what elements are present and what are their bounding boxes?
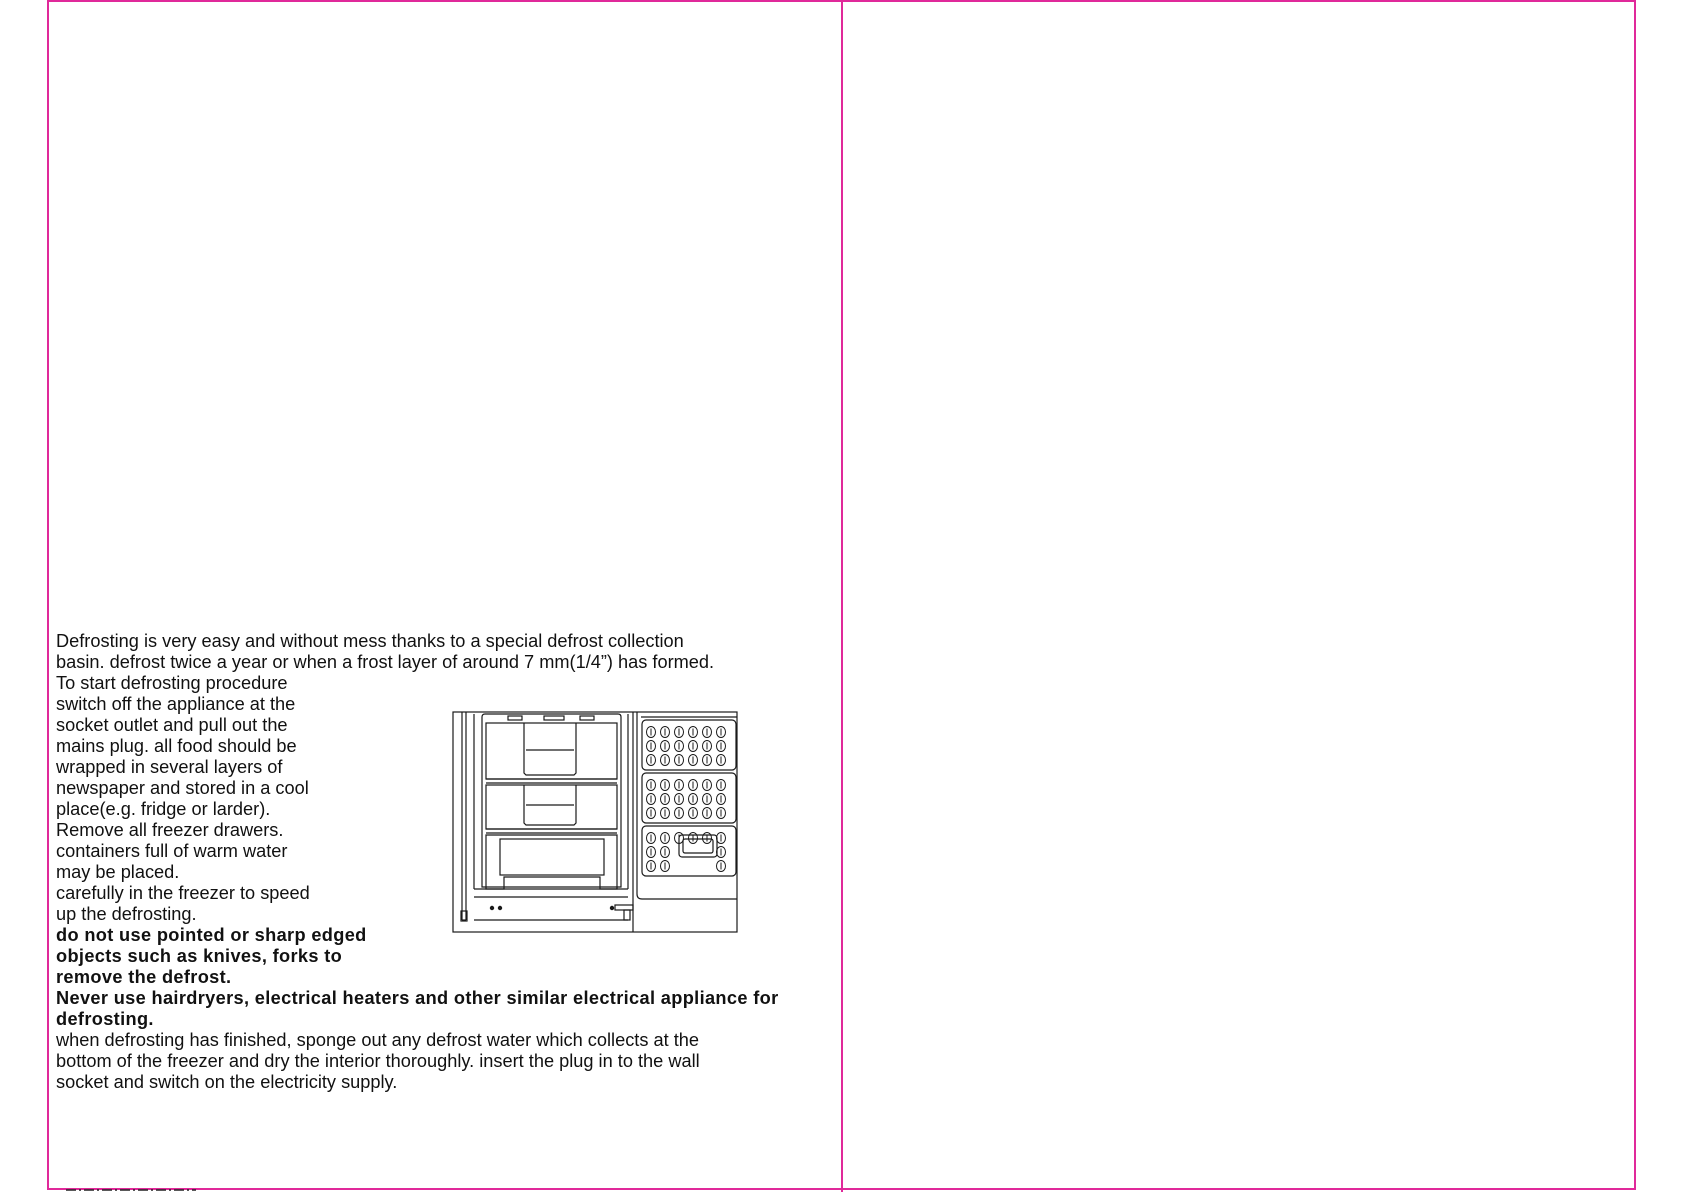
- intro-paragraph: [56, 631, 714, 673]
- finish-line: bottom of the freezer and dry the interior thoroughly. insert the plug in to the wall: [56, 1051, 700, 1071]
- procedure-line: newspaper and stored in a cool: [56, 778, 309, 798]
- freezer-open-door-icon: [452, 711, 739, 934]
- procedure-line: may be placed.: [56, 862, 180, 882]
- finish-line: when defrosting has finished, sponge out any defrost water which collects at the: [56, 1030, 700, 1050]
- warning-line: remove the defrost.: [56, 967, 232, 987]
- print-registration-marks: [66, 1188, 196, 1192]
- procedure-line: containers full of warm water: [56, 841, 288, 861]
- warning-line: objects such as knives, forks to: [56, 946, 343, 966]
- page-divider: [841, 0, 843, 1192]
- procedure-paragraph: [56, 673, 310, 925]
- procedure-line: carefully in the freezer to speed: [56, 883, 310, 903]
- finish-line: socket and switch on the electricity supply.: [56, 1072, 398, 1092]
- procedure-line: mains plug. all food should be: [56, 736, 297, 756]
- warning-line: Never use hairdryers, electrical heaters and other similar electrical appliance for: [56, 988, 779, 1008]
- procedure-line: place(e.g. fridge or larder).: [56, 799, 271, 819]
- warning-line: defrosting.: [56, 1009, 154, 1029]
- procedure-line: wrapped in several layers of: [56, 757, 283, 777]
- procedure-line: switch off the appliance at the: [56, 694, 296, 714]
- warning-heaters: [56, 988, 779, 1030]
- procedure-line: To start defrosting procedure: [56, 673, 288, 693]
- procedure-line: socket outlet and pull out the: [56, 715, 288, 735]
- warning-sharp-objects: [56, 925, 367, 988]
- intro-line: basin. defrost twice a year or when a frost layer of around 7 mm(1/4”) has formed.: [56, 652, 715, 672]
- procedure-line: Remove all freezer drawers.: [56, 820, 284, 840]
- finish-paragraph: [56, 1030, 700, 1093]
- intro-line: Defrosting is very easy and without mess thanks to a special defrost collection: [56, 631, 684, 651]
- warning-line: do not use pointed or sharp edged: [56, 925, 367, 945]
- procedure-line: up the defrosting.: [56, 904, 197, 924]
